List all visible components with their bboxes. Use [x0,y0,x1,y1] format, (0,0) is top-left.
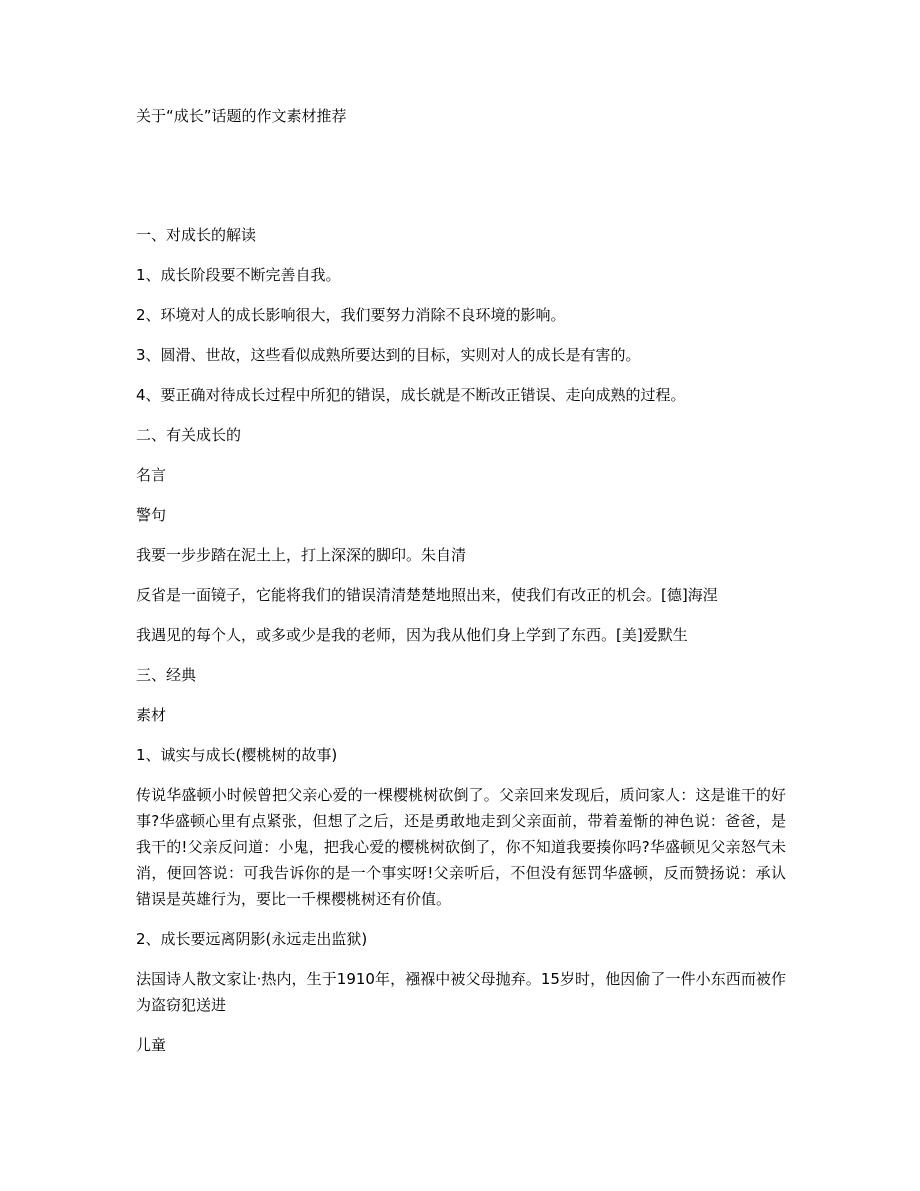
paragraph-jingju: 警句 [136,506,167,524]
document-title: 关于“成长”话题的作文素材推荐 [136,107,347,125]
paragraph-point-1: 1、成长阶段要不断完善自我。 [136,266,341,284]
quote-emerson: 我遇见的每个人，或多或少是我的老师，因为我从他们身上学到了东西。[美]爱默生 [136,626,688,644]
section-heading-interpretation: 一、对成长的解读 [136,226,257,244]
quote-zhu-ziqing: 我要一步步踏在泥土上，打上深深的脚印。朱自清 [136,546,467,564]
paragraph-sucai: 素材 [136,706,167,724]
paragraph-point-2: 2、环境对人的成长影响很大，我们要努力消除不良环境的影响。 [136,306,566,324]
paragraph-mingyan: 名言 [136,466,167,484]
material-story-cherry-tree: 传说华盛顿小时候曾把父亲心爱的一棵樱桃树砍倒了。父亲回来发现后，质问家人：这是谁干的好事?华盛顿心里有点紧张，但想了之后，还是勇敢地走到父亲面前，带着羞惭的神色说：爸爸，是我干的!父亲反问道：小鬼，把我心爱的樱桃树砍倒了，你不知道我要揍你吗?华盛顿见父亲怒气未消，便回答说：可我告诉你的是一个事实呀!父亲听后，不但没有惩罚华盛顿，反而赞扬说：承认错误是英雄行为，要比一千棵樱桃树还有价值。 [136,786,786,908]
section-heading-classic: 三、经典 [136,666,197,684]
paragraph-ertong: 儿童 [136,1036,167,1054]
quote-heine: 反省是一面镜子，它能将我们的错误清清楚楚地照出来，使我们有改正的机会。[德]海涅 [136,586,718,604]
material-story-genet: 法国诗人散文家让·热内，生于1910年，襁褓中被父母抛弃。15岁时，他因偷了一件小东西而被作为盗窃犯送进 [136,970,786,1014]
material-heading-1: 1、诚实与成长(樱桃树的故事) [136,746,338,764]
paragraph-point-4: 4、要正确对待成长过程中所犯的错误，成长就是不断改正错误、走向成熟的过程。 [136,386,686,404]
section-heading-quotes: 二、有关成长的 [136,426,242,444]
material-heading-2: 2、成长要远离阴影(永远走出监狱) [136,930,368,948]
document-body [136,222,786,1072]
paragraph-point-3: 3、圆滑、世故，这些看似成熟所要达到的目标，实则对人的成长是有害的。 [136,346,641,364]
